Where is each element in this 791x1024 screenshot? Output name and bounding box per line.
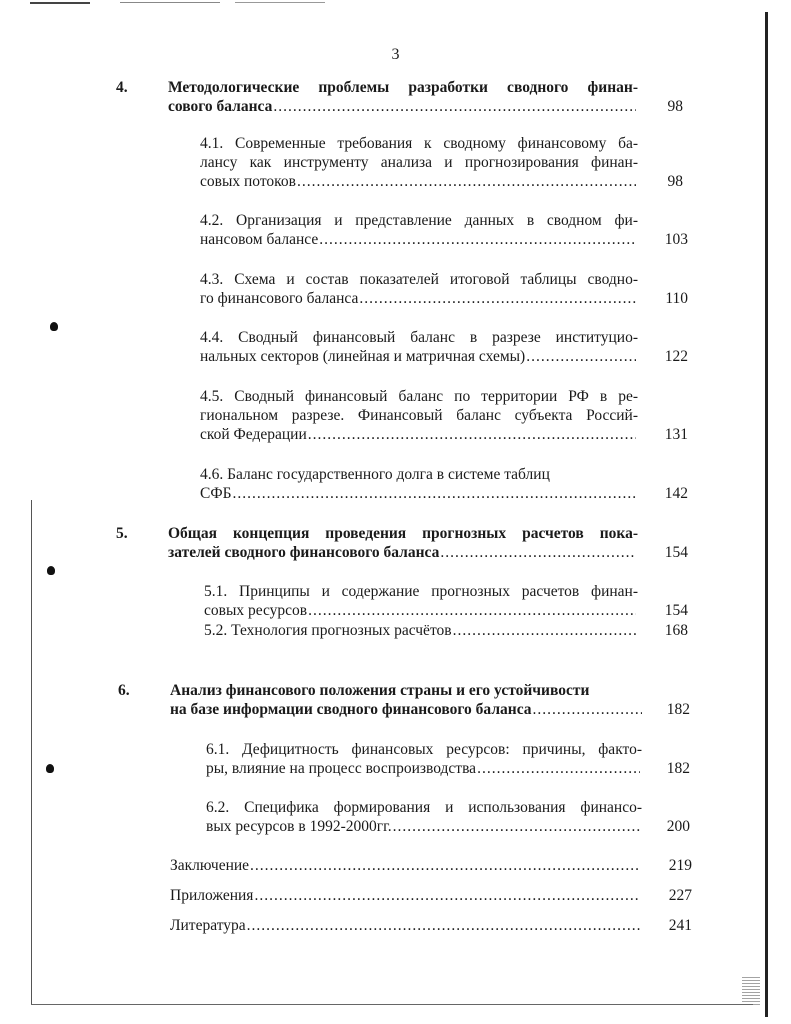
scan-artifact [30,2,90,4]
toc-entry-line: нальных секторов (линейная и матричная схемы) [200,348,526,365]
toc-entry-line: 5.1. Принципы и содержание прогнозных расчетов финан- [204,583,638,600]
page-edge-shadow [765,12,768,1017]
toc-entry-line: лансу как инструменту анализа и прогнозирования финан- [200,154,638,171]
toc-entry-line: Общая концепция проведения прогнозных расчетов пока- [168,525,638,542]
toc-entry-line: го финансового баланса [200,290,359,307]
toc-entry-line: совых потоков [200,173,296,190]
toc-entry-line: 4.3. Схема и состав показателей итоговой таблицы сводно- [200,271,638,288]
scan-artifact [235,2,325,3]
toc-entry-page: 227 [668,887,692,904]
toc-entry-number: 6. [118,682,130,699]
toc-entry-line: Приложения [170,887,254,904]
binder-hole-mark [47,566,55,575]
toc-entry-page: 182 [666,760,690,777]
toc-entry-page: 103 [664,231,688,248]
toc-entry-line: 5.2. Технология прогнозных расчётов [204,622,452,639]
toc-entry-line: сового баланса [168,98,273,115]
scan-artifact [31,500,32,1005]
toc-entry-page: 110 [665,290,688,307]
toc-entry-line: Заключение [170,857,250,874]
toc-entry-line: 6.2. Специфика формирования и использования финансо- [206,799,642,816]
toc-entry-line: СФБ [200,485,232,502]
toc-entry-number: 4. [116,79,128,96]
scan-artifact [120,2,220,3]
toc-entry-line: 4.5. Сводный финансовый баланс по территории РФ в ре- [200,388,638,405]
toc-entry-line: совых ресурсов [204,602,308,619]
toc-entry-page: 122 [664,348,688,365]
toc-entry-page: 98 [667,98,683,115]
toc-entry-line: 6.1. Дефицитность финансовых ресурсов: причины, факто- [206,741,642,758]
toc-entry-page: 154 [664,544,688,561]
toc-entry-line: гиональном разрезе. Финансовый баланс субъекта Россий- [200,407,638,424]
toc-entry-page: 219 [668,857,692,874]
toc-entry-line: Анализ финансового положения страны и его устойчивости [170,682,590,699]
toc-entry-page: 98 [667,173,683,190]
toc-entry-line: зателей сводного финансового баланса [168,544,440,561]
toc-entry-page: 154 [664,602,688,619]
toc-entry-line: Методологические проблемы разработки сводного финан- [168,79,638,96]
toc-entry-line: вых ресурсов в 1992-2000гг. [206,818,392,835]
toc-entry-page: 168 [664,622,688,639]
toc-entry-page: 142 [664,485,688,502]
binder-hole-mark [50,322,58,331]
toc-entry-page: 241 [668,917,692,934]
toc-entry-line: ры, влияние на процесс воспроизводства [206,760,477,777]
toc-entry-line: 4.4. Сводный финансовый баланс в разрезе институцио- [200,329,638,346]
toc-entry-line: на базе информации сводного финансового баланса [170,701,532,718]
binder-hole-mark [46,764,54,773]
toc-entry-line: нансовом балансе [200,231,319,248]
toc-entry-line: ской Федерации [200,426,307,443]
page-number: 3 [391,46,400,63]
toc-entry-page: 131 [664,426,688,443]
toc-entry-page: 200 [666,818,690,835]
toc-entry-number: 5. [116,525,128,542]
toc-entry-line: 4.2. Организация и представление данных в сводном фи- [200,212,638,229]
toc-entry-line: 4.1. Современные требования к сводному финансовому ба- [200,135,638,152]
toc-entry-line: 4.6. Баланс государственного долга в системе таблиц [200,466,550,483]
scan-artifact [31,1004,753,1005]
toc-entry-line: Литература [170,917,246,934]
toc-entry-page: 182 [666,701,690,718]
scan-artifact [742,975,760,1005]
